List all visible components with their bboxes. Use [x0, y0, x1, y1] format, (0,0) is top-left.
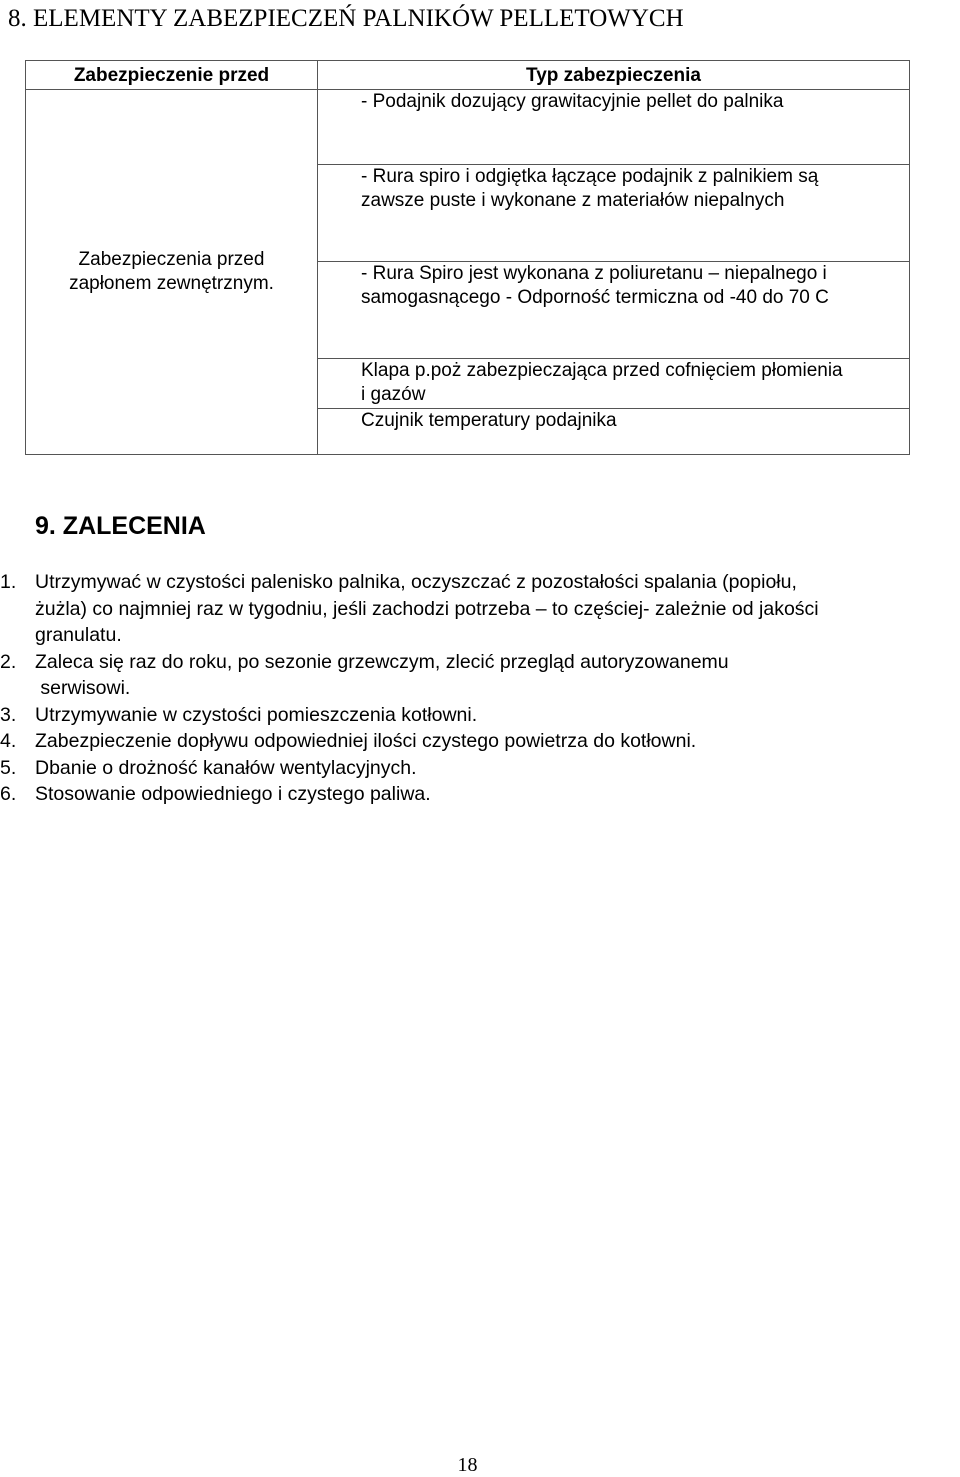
category-line-1: Zabezpieczenia przed — [78, 249, 265, 270]
list-item-number: 4. — [0, 730, 17, 752]
list-item-line: Dbanie o drożność kanałów wentylacyjnych. — [35, 756, 417, 779]
list-item-line: granulatu. — [35, 624, 122, 646]
cell-line: samogasnącego - Odporność termiczna od -40 do 70 C — [361, 287, 829, 308]
cell-line: Klapa p.poż zabezpieczająca przed cofnięciem płomienia — [361, 360, 843, 381]
list-item — [0, 569, 960, 649]
list-item-number: 2. — [0, 650, 17, 673]
list-item — [0, 728, 960, 755]
list-item — [0, 781, 960, 808]
cell-line: - Rura Spiro jest wykonana z poliuretanu – niepalnego i — [361, 263, 827, 284]
table-header-protection-against: Zabezpieczenie przed — [26, 61, 318, 90]
list-item — [0, 702, 960, 729]
list-item-line: Zaleca się raz do roku, po sezonie grzewczym, zlecić przegląd autoryzowanemu — [35, 650, 729, 673]
table-header-protection-type: Typ zabezpieczenia — [318, 61, 910, 90]
list-item-line: Utrzymywać w czystości palenisko palnika, oczyszczać z pozostałości spalania (popiołu, — [35, 571, 797, 593]
table-row — [26, 90, 910, 165]
page-number: 18 — [457, 1454, 478, 1476]
table-cell-category — [26, 90, 318, 455]
recommendations-list — [0, 569, 960, 808]
list-item-line: Utrzymywanie w czystości pomieszczenia kotłowni. — [35, 703, 478, 726]
table-cell-type — [318, 90, 910, 165]
table-cell-type — [318, 165, 910, 262]
cell-line: Czujnik temperatury podajnika — [361, 410, 617, 431]
list-item-line: żużla) co najmniej raz w tygodniu, jeśli zachodzi potrzeba – to częściej- zależnie od jakości — [35, 597, 819, 620]
table-cell-type — [318, 359, 910, 409]
list-item-line: Zabezpieczenie dopływu odpowiedniej ilości czystego powietrza do kotłowni. — [35, 730, 697, 752]
cell-line: i gazów — [361, 384, 426, 405]
section-9-title: 9. ZALECENIA — [35, 512, 206, 540]
cell-line: - Rura spiro i odgiętka łączące podajnik z palnikiem są — [361, 166, 819, 187]
list-item-number: 5. — [0, 756, 17, 779]
table-cell-type — [318, 262, 910, 359]
list-item-line: Stosowanie odpowiedniego i czystego paliwa. — [35, 783, 431, 805]
table-header-row — [26, 61, 910, 90]
list-item-number: 6. — [0, 783, 17, 805]
cell-line: - Podajnik dozujący grawitacyjnie pellet do palnika — [361, 91, 784, 112]
section-8-title: 8. ELEMENTY ZABEZPIECZEŃ PALNIKÓW PELLETOWYCH — [8, 5, 684, 32]
list-item-number: 1. — [0, 571, 17, 593]
list-item-number: 3. — [0, 703, 17, 726]
list-item-line: serwisowi. — [35, 677, 131, 699]
category-line-2: zapłonem zewnętrznym. — [69, 273, 274, 294]
cell-line: zawsze puste i wykonane z materiałów niepalnych — [361, 190, 785, 211]
list-item — [0, 649, 960, 702]
list-item — [0, 755, 960, 782]
safety-table — [25, 60, 910, 455]
table-cell-type — [318, 409, 910, 455]
